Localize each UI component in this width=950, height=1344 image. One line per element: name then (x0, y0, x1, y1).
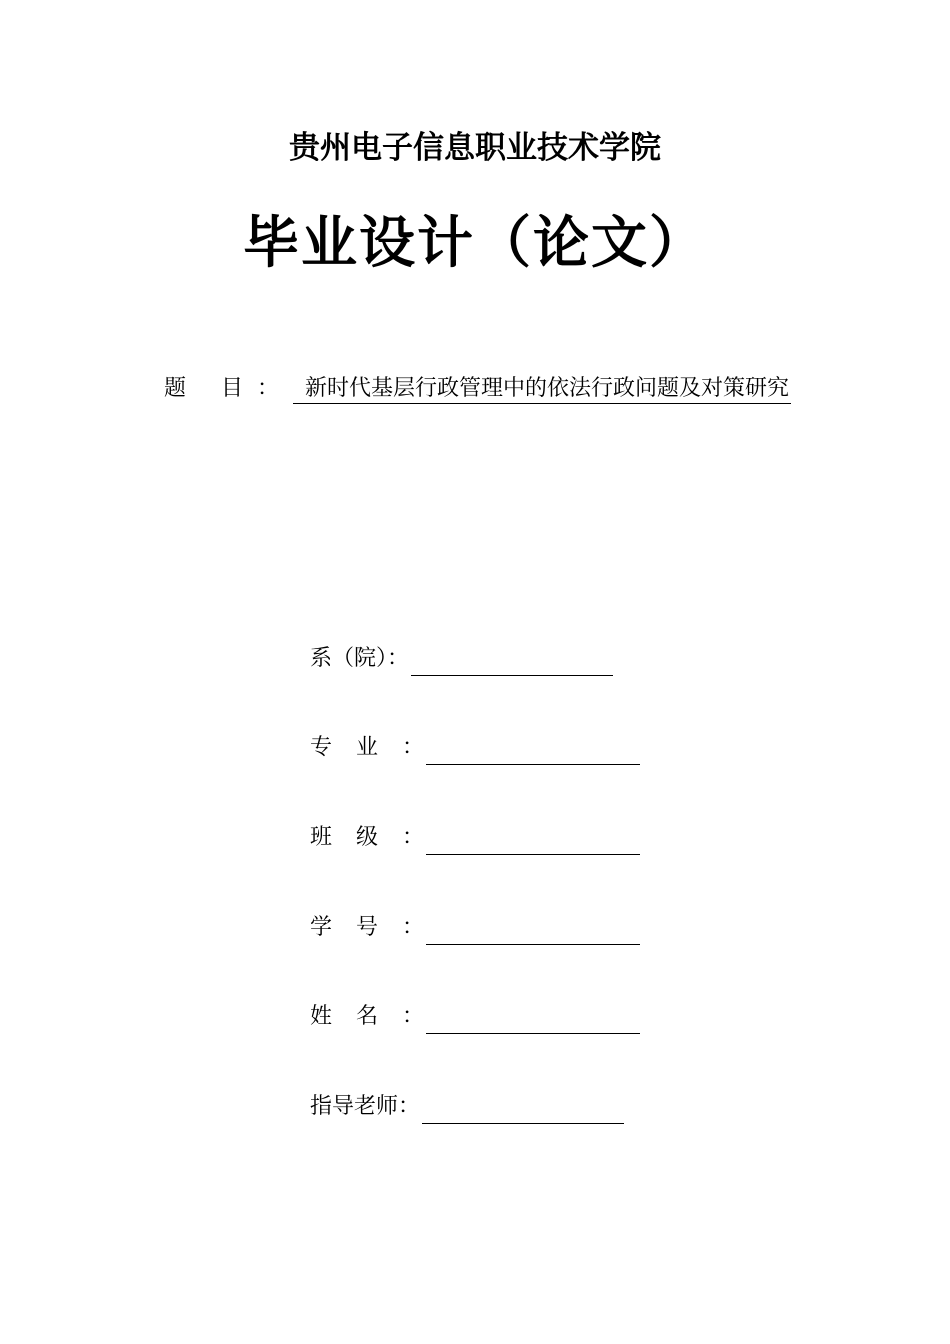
topic-row (164, 372, 791, 406)
field-student-id-label: 学号 (310, 915, 403, 940)
field-class-blank (426, 828, 640, 855)
field-class-label: 班级 (310, 825, 403, 850)
field-name-blank (426, 1007, 640, 1034)
field-department-label: 系（院）： (310, 646, 410, 671)
field-student-id-blank (426, 918, 640, 945)
field-major (310, 731, 640, 765)
topic-label: 题 目： (164, 376, 293, 401)
field-major-blank (426, 738, 640, 765)
field-name-label: 姓名 (310, 1004, 403, 1029)
field-name-colon: ： (402, 1004, 425, 1029)
school-name: 贵州电子信息职业技术学院 (289, 130, 661, 166)
field-advisor-blank (422, 1097, 624, 1124)
field-major-colon: ： (402, 735, 425, 760)
field-class (310, 821, 640, 855)
topic-value: 新时代基层行政管理中的依法行政问题及对策研究 (293, 375, 791, 404)
field-department-blank (411, 649, 613, 676)
field-student-id (310, 911, 640, 945)
field-student-id-colon: ： (402, 915, 425, 940)
field-class-colon: ： (402, 825, 425, 850)
field-major-label: 专业 (310, 735, 403, 760)
field-department (310, 642, 613, 676)
field-advisor-label: 指导老师： (310, 1094, 421, 1119)
field-name (310, 1000, 640, 1034)
field-advisor (310, 1090, 624, 1124)
document-type-title: 毕业设计（论文） (243, 210, 707, 276)
